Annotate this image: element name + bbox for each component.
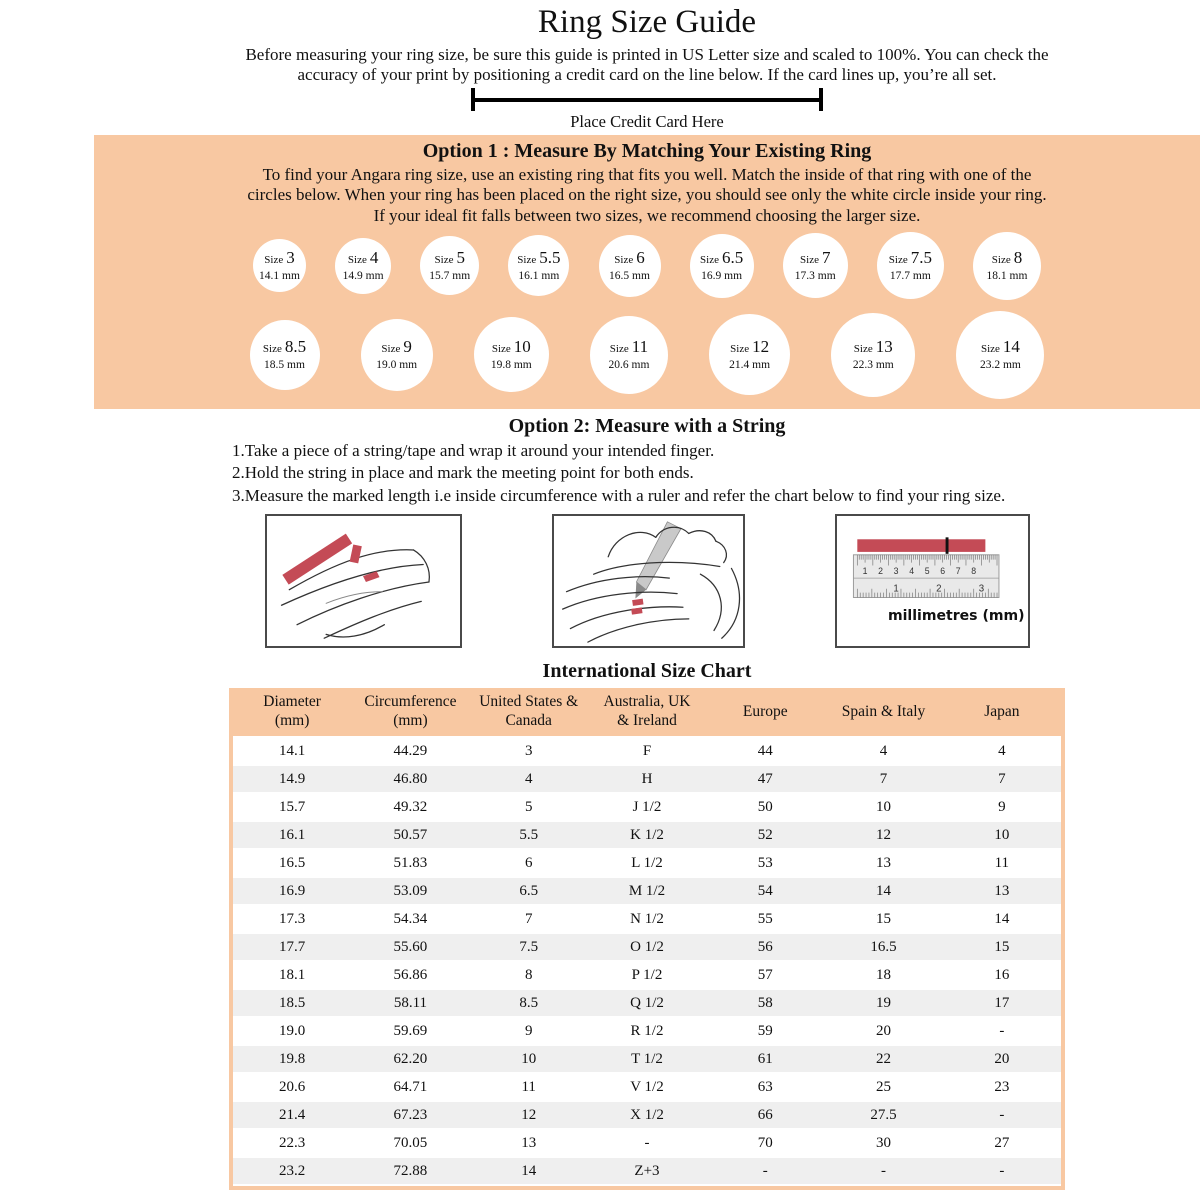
option1-section bbox=[94, 135, 1200, 409]
size-chart-cell: 70.05 bbox=[351, 1129, 469, 1157]
size-chart-cell: 3 bbox=[470, 737, 588, 765]
size-chart-cell: 4 bbox=[470, 765, 588, 793]
size-chart-cell: 58 bbox=[706, 989, 824, 1017]
hand-with-string-illustration bbox=[265, 514, 462, 648]
size-chart-row bbox=[233, 765, 1061, 793]
svg-text:3: 3 bbox=[978, 583, 984, 595]
size-chart-cell: 70 bbox=[706, 1129, 824, 1157]
size-chart-row bbox=[233, 1073, 1061, 1101]
ring-size-circle-6.5: Size 6.5 16.9 mm bbox=[690, 234, 754, 298]
size-chart-row bbox=[233, 1045, 1061, 1073]
credit-card-measure-line bbox=[471, 88, 823, 112]
size-chart-cell: 19.8 bbox=[233, 1045, 351, 1073]
intro-text: Before measuring your ring size, be sure this guide is printed in US Letter size and scaled to 100%. You can check the accuracy of your print by positioning a credit card on the line below. If the card lines up, you’re all set. bbox=[245, 44, 1049, 85]
size-chart-cell: 14 bbox=[470, 1157, 588, 1185]
hand-with-string-icon bbox=[267, 516, 460, 646]
size-chart-cell: 19.0 bbox=[233, 1017, 351, 1045]
size-chart-row bbox=[233, 1129, 1061, 1157]
size-chart-cell: 10 bbox=[824, 793, 942, 821]
option2-step: 2.Hold the string in place and mark the meeting point for both ends. bbox=[232, 463, 694, 483]
size-chart-cell: - bbox=[943, 1101, 1061, 1129]
size-chart-cell: 50.57 bbox=[351, 821, 469, 849]
size-chart-column-header: Circumference (mm) bbox=[351, 688, 469, 737]
size-chart-row bbox=[233, 793, 1061, 821]
size-chart-cell: 16.1 bbox=[233, 821, 351, 849]
size-chart-cell: 22 bbox=[824, 1045, 942, 1073]
size-chart-cell: 50 bbox=[706, 793, 824, 821]
size-chart-cell: 16.5 bbox=[233, 849, 351, 877]
size-chart-cell: 21.4 bbox=[233, 1101, 351, 1129]
size-chart-row bbox=[233, 1157, 1061, 1185]
size-chart-cell: 53.09 bbox=[351, 877, 469, 905]
option1-body-text: To find your Angara ring size, use an existing ring that fits you well. Match the inside of that ring with one of the circles below. When your ring has been placed on the right size, you should see only the white circle inside your ring. If your ideal fit falls between two sizes, we recommend choosing the larger size. bbox=[247, 164, 1047, 226]
size-chart-cell: R 1/2 bbox=[588, 1017, 706, 1045]
ring-size-circle-8: Size 8 18.1 mm bbox=[973, 232, 1041, 300]
ring-size-circle-9: Size 9 19.0 mm bbox=[361, 319, 433, 391]
size-chart-cell: Q 1/2 bbox=[588, 989, 706, 1017]
size-chart-cell: 59 bbox=[706, 1017, 824, 1045]
size-chart-cell: 16.5 bbox=[824, 933, 942, 961]
size-chart-row bbox=[233, 821, 1061, 849]
size-chart-cell: P 1/2 bbox=[588, 961, 706, 989]
size-chart-column-header: United States & Canada bbox=[470, 688, 588, 737]
red-string-on-ruler bbox=[857, 540, 985, 553]
size-chart-row bbox=[233, 989, 1061, 1017]
size-chart-cell: V 1/2 bbox=[588, 1073, 706, 1101]
size-chart-cell: 6.5 bbox=[470, 877, 588, 905]
size-chart-row bbox=[233, 877, 1061, 905]
size-chart-cell: 54 bbox=[706, 877, 824, 905]
size-chart-cell: N 1/2 bbox=[588, 905, 706, 933]
ruler-icon bbox=[837, 516, 1028, 646]
size-chart-cell: 15.7 bbox=[233, 793, 351, 821]
size-chart-cell: H bbox=[588, 765, 706, 793]
ring-size-circle-11: Size 11 20.6 mm bbox=[590, 316, 668, 394]
size-chart-cell: 6 bbox=[470, 849, 588, 877]
size-chart-cell: 46.80 bbox=[351, 765, 469, 793]
size-chart-cell: 18 bbox=[824, 961, 942, 989]
red-string-mark-bottom bbox=[631, 608, 642, 615]
size-chart-cell: 44.29 bbox=[351, 737, 469, 765]
size-chart-cell: L 1/2 bbox=[588, 849, 706, 877]
option2-steps bbox=[232, 440, 1200, 507]
ring-size-circle-10: Size 10 19.8 mm bbox=[474, 317, 549, 392]
size-chart-cell: 5.5 bbox=[470, 821, 588, 849]
size-chart-cell: 51.83 bbox=[351, 849, 469, 877]
size-chart-row bbox=[233, 961, 1061, 989]
size-chart-row bbox=[233, 1017, 1061, 1045]
size-chart-cell: 44 bbox=[706, 737, 824, 765]
size-chart-cell: 67.23 bbox=[351, 1101, 469, 1129]
size-chart-cell: 7 bbox=[824, 765, 942, 793]
svg-text:8: 8 bbox=[970, 566, 976, 577]
svg-text:2: 2 bbox=[935, 583, 942, 595]
ring-size-circle-6: Size 6 16.5 mm bbox=[599, 235, 661, 297]
size-chart-cell: 25 bbox=[824, 1073, 942, 1101]
ring-size-circle-4: Size 4 14.9 mm bbox=[335, 238, 391, 294]
size-chart-cell: X 1/2 bbox=[588, 1101, 706, 1129]
svg-text:7: 7 bbox=[955, 566, 961, 577]
size-chart-cell: - bbox=[824, 1157, 942, 1185]
size-chart-cell: 53 bbox=[706, 849, 824, 877]
option2-heading: Option 2: Measure with a String bbox=[508, 414, 786, 437]
svg-text:6: 6 bbox=[939, 566, 945, 577]
size-chart-cell: - bbox=[943, 1157, 1061, 1185]
size-chart-cell: O 1/2 bbox=[588, 933, 706, 961]
size-chart-cell: 7.5 bbox=[470, 933, 588, 961]
svg-text:1: 1 bbox=[862, 566, 868, 577]
ring-size-circle-14: Size 14 23.2 mm bbox=[956, 311, 1044, 399]
size-chart-cell: 12 bbox=[824, 821, 942, 849]
size-chart-cell: 8.5 bbox=[470, 989, 588, 1017]
size-chart-cell: 20 bbox=[824, 1017, 942, 1045]
option2-step: 3.Measure the marked length i.e inside circumference with a ruler and refer the chart below to find your ring size. bbox=[232, 485, 1006, 505]
size-chart-title: International Size Chart bbox=[542, 660, 752, 683]
ruler-units-label: millimetres (mm) bbox=[887, 608, 1025, 625]
size-chart-cell: 20.6 bbox=[233, 1073, 351, 1101]
ring-size-guide-page bbox=[94, 0, 1200, 1190]
option2-illustrations bbox=[94, 514, 1200, 648]
red-string-mark-top bbox=[632, 599, 643, 606]
size-chart-column-header: Japan bbox=[943, 688, 1061, 737]
size-chart-cell: F bbox=[588, 737, 706, 765]
option1-heading: Option 1 : Measure By Matching Your Existing Ring bbox=[422, 139, 872, 162]
size-chart-cell: 9 bbox=[943, 793, 1061, 821]
size-chart-cell: M 1/2 bbox=[588, 877, 706, 905]
size-chart-row bbox=[233, 1101, 1061, 1129]
measure-line-bar bbox=[475, 98, 819, 102]
size-chart-cell: 14 bbox=[824, 877, 942, 905]
size-chart-cell: 22.3 bbox=[233, 1129, 351, 1157]
svg-text:5: 5 bbox=[924, 566, 930, 577]
ring-circles-row-2 bbox=[250, 309, 1045, 401]
size-chart-cell: 66 bbox=[706, 1101, 824, 1129]
size-chart-cell: 10 bbox=[470, 1045, 588, 1073]
size-chart-cell: - bbox=[706, 1157, 824, 1185]
size-chart-cell: 13 bbox=[470, 1129, 588, 1157]
svg-text:3: 3 bbox=[893, 566, 899, 577]
size-chart-header-row bbox=[233, 688, 1061, 737]
ring-size-circle-5: Size 5 15.7 mm bbox=[420, 236, 479, 295]
size-chart-cell: 13 bbox=[824, 849, 942, 877]
size-chart-cell: 15 bbox=[943, 933, 1061, 961]
marking-string-with-pen-illustration bbox=[552, 514, 745, 648]
page-title: Ring Size Guide bbox=[537, 4, 757, 40]
ring-size-circle-7: Size 7 17.3 mm bbox=[783, 233, 848, 298]
ring-size-circle-7.5: Size 7.5 17.7 mm bbox=[877, 232, 944, 299]
size-chart-cell: 15 bbox=[824, 905, 942, 933]
size-chart-cell: 13 bbox=[943, 877, 1061, 905]
string-mark bbox=[945, 538, 948, 554]
size-chart-cell: 17.3 bbox=[233, 905, 351, 933]
option2-step: 1.Take a piece of a string/tape and wrap it around your intended finger. bbox=[232, 440, 715, 460]
size-chart-cell: 72.88 bbox=[351, 1157, 469, 1185]
size-chart-cell: K 1/2 bbox=[588, 821, 706, 849]
size-chart-cell: 17.7 bbox=[233, 933, 351, 961]
size-chart-cell: 58.11 bbox=[351, 989, 469, 1017]
size-chart-column-header: Diameter (mm) bbox=[233, 688, 351, 737]
red-string-tape bbox=[282, 534, 352, 585]
size-chart-cell: 27.5 bbox=[824, 1101, 942, 1129]
size-chart-cell: 23.2 bbox=[233, 1157, 351, 1185]
size-chart-row bbox=[233, 905, 1061, 933]
size-chart-cell: 16.9 bbox=[233, 877, 351, 905]
size-chart-cell: 49.32 bbox=[351, 793, 469, 821]
size-chart-row bbox=[233, 737, 1061, 765]
measuring-string-with-ruler-illustration bbox=[835, 514, 1030, 648]
size-chart-cell: 55 bbox=[706, 905, 824, 933]
size-chart-cell: 16 bbox=[943, 961, 1061, 989]
size-chart-cell: 7 bbox=[470, 905, 588, 933]
size-chart-cell: 14.1 bbox=[233, 737, 351, 765]
size-chart-cell: 4 bbox=[943, 737, 1061, 765]
size-chart-column-header: Spain & Italy bbox=[824, 688, 942, 737]
size-chart-cell: 9 bbox=[470, 1017, 588, 1045]
size-chart-row bbox=[233, 849, 1061, 877]
size-chart-table bbox=[233, 688, 1061, 1186]
svg-text:4: 4 bbox=[908, 566, 914, 577]
size-chart-cell: - bbox=[943, 1017, 1061, 1045]
size-chart-cell: 61 bbox=[706, 1045, 824, 1073]
ring-size-circle-3: Size 3 14.1 mm bbox=[253, 239, 306, 292]
size-chart-cell: 63 bbox=[706, 1073, 824, 1101]
size-chart-cell: 11 bbox=[470, 1073, 588, 1101]
size-chart-row bbox=[233, 933, 1061, 961]
size-chart-cell: 5 bbox=[470, 793, 588, 821]
size-chart-cell: 52 bbox=[706, 821, 824, 849]
marking-pen-icon bbox=[554, 516, 743, 646]
svg-text:2: 2 bbox=[877, 566, 883, 577]
size-chart-cell: 23 bbox=[943, 1073, 1061, 1101]
size-chart-cell: 14 bbox=[943, 905, 1061, 933]
size-chart-cell: - bbox=[588, 1129, 706, 1157]
red-string-band bbox=[349, 545, 361, 564]
size-chart-column-header: Australia, UK & Ireland bbox=[588, 688, 706, 737]
size-chart-cell: 59.69 bbox=[351, 1017, 469, 1045]
size-chart-cell: 56.86 bbox=[351, 961, 469, 989]
ring-size-circle-13: Size 13 22.3 mm bbox=[831, 313, 915, 397]
size-chart-cell: 7 bbox=[943, 765, 1061, 793]
size-chart-cell: 17 bbox=[943, 989, 1061, 1017]
size-chart-cell: 18.5 bbox=[233, 989, 351, 1017]
size-chart-cell: 62.20 bbox=[351, 1045, 469, 1073]
size-chart-cell: 55.60 bbox=[351, 933, 469, 961]
size-chart-cell: 47 bbox=[706, 765, 824, 793]
size-chart-cell: 12 bbox=[470, 1101, 588, 1129]
size-chart-cell: 11 bbox=[943, 849, 1061, 877]
ring-size-circle-8.5: Size 8.5 18.5 mm bbox=[250, 320, 320, 390]
size-chart-cell: 19 bbox=[824, 989, 942, 1017]
measure-line-right-cap bbox=[819, 88, 823, 111]
size-chart-cell: 54.34 bbox=[351, 905, 469, 933]
size-chart-cell: 4 bbox=[824, 737, 942, 765]
international-size-chart bbox=[229, 688, 1065, 1190]
svg-text:1: 1 bbox=[892, 583, 899, 595]
ring-size-circle-12: Size 12 21.4 mm bbox=[709, 314, 790, 395]
ring-size-circle-5.5: Size 5.5 16.1 mm bbox=[508, 235, 569, 296]
ring-circles-row-1 bbox=[253, 230, 1041, 302]
size-chart-cell: 14.9 bbox=[233, 765, 351, 793]
size-chart-cell: 56 bbox=[706, 933, 824, 961]
size-chart-cell: 27 bbox=[943, 1129, 1061, 1157]
size-chart-cell: Z+3 bbox=[588, 1157, 706, 1185]
size-chart-cell: 20 bbox=[943, 1045, 1061, 1073]
size-chart-cell: 18.1 bbox=[233, 961, 351, 989]
size-chart-column-header: Europe bbox=[706, 688, 824, 737]
size-chart-cell: 10 bbox=[943, 821, 1061, 849]
size-chart-cell: T 1/2 bbox=[588, 1045, 706, 1073]
size-chart-cell: 8 bbox=[470, 961, 588, 989]
size-chart-cell: J 1/2 bbox=[588, 793, 706, 821]
size-chart-body bbox=[233, 737, 1061, 1185]
size-chart-cell: 57 bbox=[706, 961, 824, 989]
size-chart-cell: 64.71 bbox=[351, 1073, 469, 1101]
size-chart-cell: 30 bbox=[824, 1129, 942, 1157]
credit-card-label: Place Credit Card Here bbox=[570, 111, 724, 131]
